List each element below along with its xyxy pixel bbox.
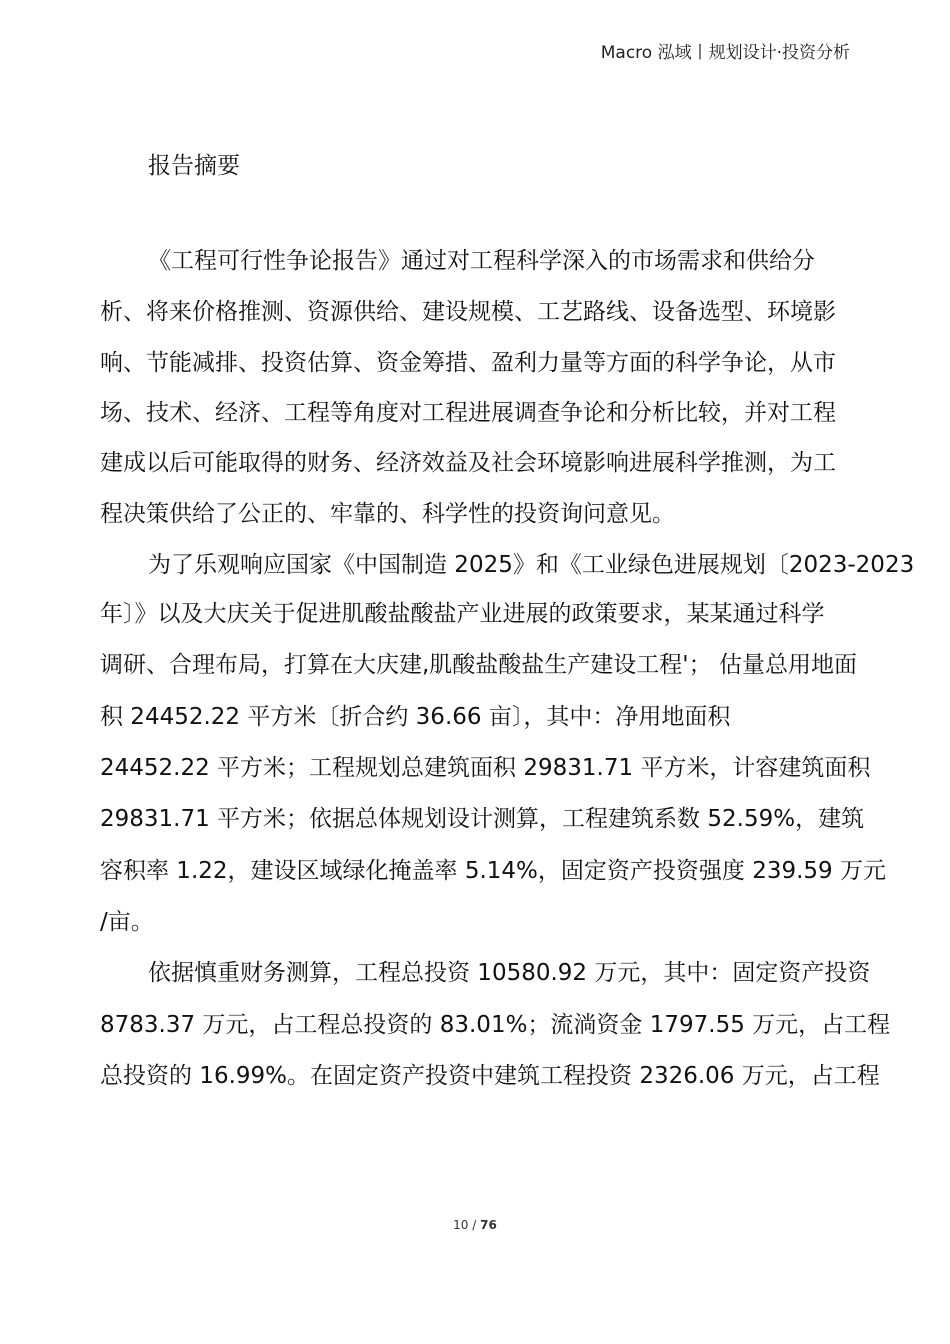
section-title: 报告摘要 bbox=[148, 153, 240, 179]
paragraph-1-line-5: 建成以后可能取得的财务、经济效益及社会环境影响进展科学推测，为工 bbox=[100, 450, 836, 476]
page-header: Macro 泓域丨规划设计·投资分析 bbox=[600, 43, 850, 63]
paragraph-2-line-2: 年〕》以及大庆关于促进肌酸盐酸盐产业进展的政策要求，某某通过科学 bbox=[100, 601, 825, 627]
current-page: 10 bbox=[453, 1218, 469, 1232]
paragraph-2-line-6: 29831.71 平方米；依据总体规划设计测算，工程建筑系数 52.59%，建筑 bbox=[100, 806, 865, 832]
paragraph-1-line-2: 析、将来价格推测、资源供给、建设规模、工艺路线、设备选型、环境影 bbox=[100, 299, 836, 325]
paragraph-1-line-4: 场、技术、经济、工程等角度对工程进展调查争论和分析比较，并对工程 bbox=[100, 400, 836, 426]
paragraph-2-line-8: /亩。 bbox=[100, 909, 154, 935]
paragraph-2-line-1: 为了乐观响应国家《中国制造 2025》和《工业绿色进展规划〔2023-2023 bbox=[148, 552, 915, 578]
paragraph-1-line-6: 程决策供给了公正的、牢靠的、科学性的投资询问意见。 bbox=[100, 501, 675, 527]
paragraph-2-line-5: 24452.22 平方米；工程规划总建筑面积 29831.71 平方米，计容建筑面积 bbox=[100, 755, 871, 781]
paragraph-3-line-1: 依据慎重财务测算，工程总投资 10580.92 万元，其中：固定资产投资 bbox=[148, 960, 871, 986]
paragraph-2-line-3: 调研、合理布局，打算在大庆建,肌酸盐酸盐生产建设工程'； 估量总用地面 bbox=[100, 652, 857, 678]
page-separator: / bbox=[468, 1218, 481, 1232]
page-number bbox=[0, 1218, 950, 1232]
paragraph-3-line-3: 总投资的 16.99%。在固定资产投资中建筑工程投资 2326.06 万元，占工程 bbox=[100, 1063, 880, 1089]
paragraph-2-line-4: 积 24452.22 平方米〔折合约 36.66 亩〕，其中：净用地面积 bbox=[100, 704, 731, 730]
paragraph-1-line-3: 响、节能减排、投资估算、资金筹措、盈利力量等方面的科学争论，从市 bbox=[100, 350, 836, 376]
paragraph-3-line-2: 8783.37 万元，占工程总投资的 83.01%；流淌资金 1797.55 万元，占工程 bbox=[100, 1012, 891, 1038]
total-pages: 76 bbox=[480, 1218, 497, 1232]
paragraph-2-line-7: 容积率 1.22，建设区域绿化掩盖率 5.14%，固定资产投资强度 239.59 万元 bbox=[100, 858, 886, 884]
paragraph-1-line-1: 《工程可行性争论报告》通过对工程科学深入的市场需求和供给分 bbox=[148, 248, 815, 274]
